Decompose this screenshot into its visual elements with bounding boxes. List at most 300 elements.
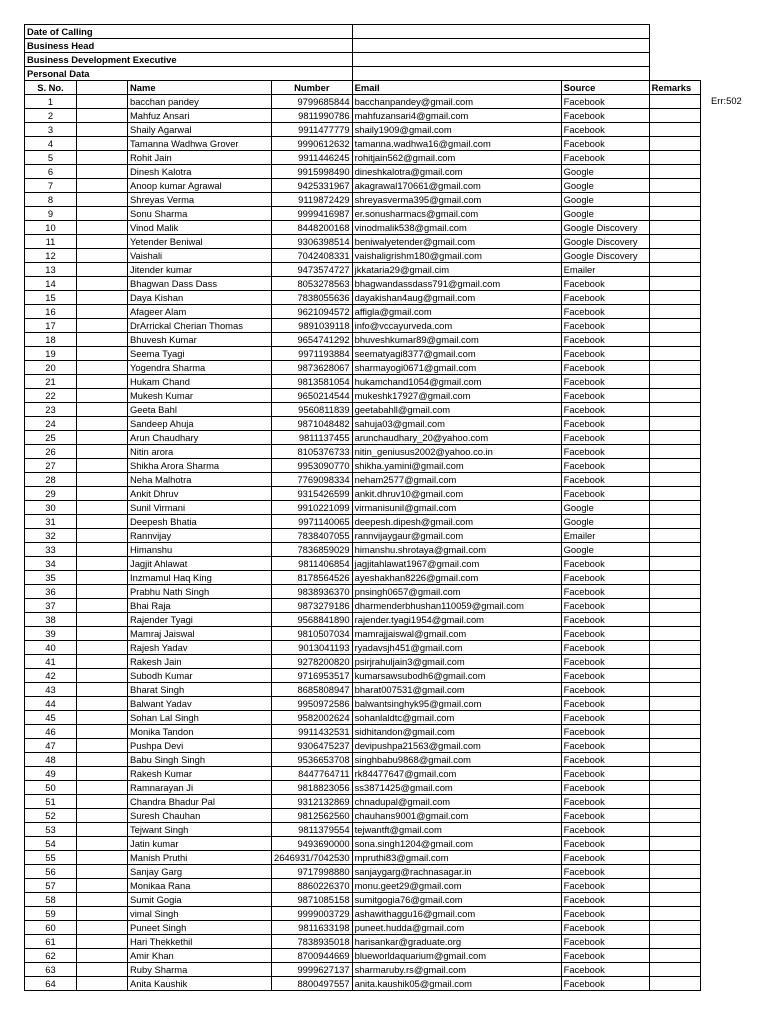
row-number[interactable]: 9911446245 [272,151,353,165]
row-email[interactable]: geetabahll@gmail.com [352,403,561,417]
row-email[interactable]: jkkataria29@gmail.cim [352,263,561,277]
row-source[interactable]: Facebook [561,655,649,669]
row-name[interactable]: Bharat Singh [128,683,272,697]
row-email[interactable]: vaishaligrishm180@gmail.com [352,249,561,263]
row-blank[interactable] [77,389,128,403]
row-sno[interactable]: 37 [25,599,77,613]
row-blank[interactable] [77,977,128,991]
row-number[interactable]: 8800497557 [272,977,353,991]
row-remarks[interactable] [649,403,700,417]
row-blank[interactable] [77,655,128,669]
row-remarks[interactable] [649,151,700,165]
row-number[interactable]: 9811137455 [272,431,353,445]
row-sno[interactable]: 57 [25,879,77,893]
row-remarks[interactable] [649,459,700,473]
row-source[interactable]: Facebook [561,375,649,389]
row-sno[interactable]: 33 [25,543,77,557]
row-number[interactable]: 9915998490 [272,165,353,179]
row-sno[interactable]: 62 [25,949,77,963]
row-blank[interactable] [77,375,128,389]
row-name[interactable]: Himanshu [128,543,272,557]
row-blank[interactable] [77,697,128,711]
row-source[interactable]: Facebook [561,109,649,123]
row-email[interactable]: bacchanpandey@gmail.com [352,95,561,109]
row-source[interactable]: Google [561,501,649,515]
row-blank[interactable] [77,235,128,249]
row-name[interactable]: Rakesh Jain [128,655,272,669]
row-number[interactable]: 9536653708 [272,753,353,767]
row-sno[interactable]: 52 [25,809,77,823]
row-remarks[interactable] [649,347,700,361]
row-email[interactable]: ss3871425@gmail.com [352,781,561,795]
row-source[interactable]: Facebook [561,739,649,753]
row-name[interactable]: Inzmamul Haq King [128,571,272,585]
row-email[interactable]: virmanisunil@gmail.com [352,501,561,515]
row-sno[interactable]: 10 [25,221,77,235]
row-source[interactable]: Facebook [561,361,649,375]
row-name[interactable]: Anita Kaushik [128,977,272,991]
row-source[interactable]: Facebook [561,893,649,907]
row-number[interactable]: 9818823056 [272,781,353,795]
row-remarks[interactable] [649,389,700,403]
row-name[interactable]: Sanjay Garg [128,865,272,879]
row-sno[interactable]: 13 [25,263,77,277]
row-sno[interactable]: 2 [25,109,77,123]
row-name[interactable]: Rakesh Kumar [128,767,272,781]
row-number[interactable]: 9799685844 [272,95,353,109]
row-source[interactable]: Google [561,207,649,221]
row-sno[interactable]: 42 [25,669,77,683]
row-source[interactable]: Facebook [561,151,649,165]
row-number[interactable]: 8448200168 [272,221,353,235]
row-blank[interactable] [77,179,128,193]
row-blank[interactable] [77,263,128,277]
row-email[interactable]: shikha.yamini@gmail.com [352,459,561,473]
row-sno[interactable]: 32 [25,529,77,543]
row-email[interactable]: deepesh.dipesh@gmail.com [352,515,561,529]
row-blank[interactable] [77,557,128,571]
row-number[interactable]: 9621094572 [272,305,353,319]
row-remarks[interactable] [649,977,700,991]
row-source[interactable]: Facebook [561,753,649,767]
row-name[interactable]: Ruby Sharma [128,963,272,977]
row-blank[interactable] [77,613,128,627]
row-number[interactable]: 8685808947 [272,683,353,697]
row-email[interactable]: balwantsinghyk95@gmail.com [352,697,561,711]
row-number[interactable]: 9999416987 [272,207,353,221]
row-name[interactable]: Shreyas Verma [128,193,272,207]
personal-data-value[interactable] [352,67,649,81]
row-sno[interactable]: 11 [25,235,77,249]
row-source[interactable]: Facebook [561,277,649,291]
row-sno[interactable]: 61 [25,935,77,949]
row-name[interactable]: Shikha Arora Sharma [128,459,272,473]
row-blank[interactable] [77,221,128,235]
row-source[interactable]: Emailer [561,529,649,543]
row-email[interactable]: psirjrahuljain3@gmail.com [352,655,561,669]
row-email[interactable]: ankit.dhruv10@gmail.com [352,487,561,501]
row-remarks[interactable] [649,305,700,319]
row-name[interactable]: Rohit Jain [128,151,272,165]
row-remarks[interactable] [649,753,700,767]
row-email[interactable]: seematyagi8377@gmail.com [352,347,561,361]
row-number[interactable]: 9971140065 [272,515,353,529]
row-email[interactable]: hukamchand1054@gmail.com [352,375,561,389]
row-email[interactable]: sohanlaldtc@gmail.com [352,711,561,725]
row-remarks[interactable] [649,949,700,963]
row-number[interactable]: 7042408331 [272,249,353,263]
row-email[interactable]: dayakishan4aug@gmail.com [352,291,561,305]
row-source[interactable]: Facebook [561,319,649,333]
row-source[interactable]: Facebook [561,123,649,137]
row-name[interactable]: Nitin arora [128,445,272,459]
row-name[interactable]: Arun Chaudhary [128,431,272,445]
row-remarks[interactable] [649,697,700,711]
row-name[interactable]: Monika Tandon [128,725,272,739]
row-sno[interactable]: 15 [25,291,77,305]
row-blank[interactable] [77,249,128,263]
row-number[interactable]: 9717998880 [272,865,353,879]
row-remarks[interactable] [649,431,700,445]
row-name[interactable]: Seema Tyagi [128,347,272,361]
row-blank[interactable] [77,641,128,655]
row-number[interactable]: 9560811839 [272,403,353,417]
row-sno[interactable]: 31 [25,515,77,529]
row-number[interactable]: 7838935018 [272,935,353,949]
row-number[interactable]: 9650214544 [272,389,353,403]
row-blank[interactable] [77,949,128,963]
row-number[interactable]: 9873628067 [272,361,353,375]
row-name[interactable]: Subodh Kumar [128,669,272,683]
row-sno[interactable]: 22 [25,389,77,403]
row-email[interactable]: neham2577@gmail.com [352,473,561,487]
row-sno[interactable]: 60 [25,921,77,935]
row-blank[interactable] [77,137,128,151]
row-sno[interactable]: 3 [25,123,77,137]
row-sno[interactable]: 30 [25,501,77,515]
row-name[interactable]: Hukam Chand [128,375,272,389]
row-source[interactable]: Facebook [561,837,649,851]
row-sno[interactable]: 26 [25,445,77,459]
row-email[interactable]: dharmenderbhushan110059@gmail.com [352,599,561,613]
row-email[interactable]: akagrawal170661@gmail.com [352,179,561,193]
row-remarks[interactable] [649,823,700,837]
row-source[interactable]: Facebook [561,445,649,459]
row-number[interactable]: 9473574727 [272,263,353,277]
row-email[interactable]: rohitjain562@gmail.com [352,151,561,165]
row-blank[interactable] [77,893,128,907]
row-number[interactable]: 9811379554 [272,823,353,837]
row-blank[interactable] [77,865,128,879]
row-number[interactable]: 9568841890 [272,613,353,627]
row-remarks[interactable] [649,571,700,585]
row-source[interactable]: Google [561,179,649,193]
row-sno[interactable]: 50 [25,781,77,795]
row-remarks[interactable] [649,95,700,109]
row-name[interactable]: Afageer Alam [128,305,272,319]
row-email[interactable]: tamanna.wadhwa16@gmail.com [352,137,561,151]
row-sno[interactable]: 63 [25,963,77,977]
row-number[interactable]: 9811990786 [272,109,353,123]
row-sno[interactable]: 4 [25,137,77,151]
row-name[interactable]: Bhuvesh Kumar [128,333,272,347]
row-blank[interactable] [77,627,128,641]
row-email[interactable]: sharmayogi0671@gmail.com [352,361,561,375]
row-blank[interactable] [77,319,128,333]
row-blank[interactable] [77,459,128,473]
row-email[interactable]: affigla@gmail.com [352,305,561,319]
row-remarks[interactable] [649,109,700,123]
row-email[interactable]: sona.singh1204@gmail.com [352,837,561,851]
row-number[interactable]: 9312132869 [272,795,353,809]
row-source[interactable]: Google [561,543,649,557]
row-number[interactable]: 9813581054 [272,375,353,389]
row-blank[interactable] [77,963,128,977]
row-blank[interactable] [77,739,128,753]
row-sno[interactable]: 38 [25,613,77,627]
row-number[interactable]: 8860226370 [272,879,353,893]
row-source[interactable]: Facebook [561,571,649,585]
row-name[interactable]: Ramnarayan Ji [128,781,272,795]
row-email[interactable]: himanshu.shrotaya@gmail.com [352,543,561,557]
business-head-value[interactable] [352,39,649,53]
row-source[interactable]: Facebook [561,487,649,501]
row-number[interactable]: 9493690000 [272,837,353,851]
row-sno[interactable]: 29 [25,487,77,501]
row-source[interactable]: Facebook [561,347,649,361]
row-blank[interactable] [77,711,128,725]
row-blank[interactable] [77,347,128,361]
row-email[interactable]: jagjitahlawat1967@gmail.com [352,557,561,571]
row-number[interactable]: 9654741292 [272,333,353,347]
row-source[interactable]: Facebook [561,305,649,319]
row-remarks[interactable] [649,711,700,725]
row-sno[interactable]: 20 [25,361,77,375]
row-number[interactable]: 9812562560 [272,809,353,823]
row-email[interactable]: beniwalyetender@gmail.com [352,235,561,249]
row-email[interactable]: sumitgogia76@gmail.com [352,893,561,907]
row-email[interactable]: anita.kaushik05@gmail.com [352,977,561,991]
row-name[interactable]: Neha Malhotra [128,473,272,487]
row-remarks[interactable] [649,277,700,291]
row-email[interactable]: sahuja03@gmail.com [352,417,561,431]
row-sno[interactable]: 19 [25,347,77,361]
row-source[interactable]: Facebook [561,711,649,725]
row-source[interactable]: Facebook [561,613,649,627]
row-name[interactable]: Amir Khan [128,949,272,963]
row-name[interactable]: Sumit Gogia [128,893,272,907]
row-name[interactable]: Yetender Beniwal [128,235,272,249]
row-email[interactable]: monu.geet29@gmail.com [352,879,561,893]
row-name[interactable]: Monikaa Rana [128,879,272,893]
row-blank[interactable] [77,403,128,417]
row-blank[interactable] [77,767,128,781]
row-number[interactable]: 8447764711 [272,767,353,781]
row-remarks[interactable] [649,809,700,823]
row-source[interactable]: Facebook [561,725,649,739]
row-number[interactable]: 9013041193 [272,641,353,655]
row-email[interactable]: vinodmalik538@gmail.com [352,221,561,235]
row-source[interactable]: Facebook [561,389,649,403]
row-number[interactable]: 9582002624 [272,711,353,725]
row-email[interactable]: bhagwandassdass791@gmail.com [352,277,561,291]
row-email[interactable]: rajender.tyagi1954@gmail.com [352,613,561,627]
row-remarks[interactable] [649,501,700,515]
row-remarks[interactable] [649,907,700,921]
row-source[interactable]: Facebook [561,935,649,949]
row-source[interactable]: Facebook [561,641,649,655]
row-blank[interactable] [77,501,128,515]
row-number[interactable]: 9953090770 [272,459,353,473]
row-email[interactable]: rk84477647@gmail.com [352,767,561,781]
row-source[interactable]: Facebook [561,879,649,893]
row-name[interactable]: Manish Pruthi [128,851,272,865]
row-remarks[interactable] [649,221,700,235]
row-email[interactable]: bharat007531@gmail.com [352,683,561,697]
row-blank[interactable] [77,935,128,949]
row-blank[interactable] [77,809,128,823]
row-number[interactable]: 9119872429 [272,193,353,207]
row-blank[interactable] [77,193,128,207]
row-remarks[interactable] [649,417,700,431]
row-name[interactable]: Rannvijay [128,529,272,543]
row-sno[interactable]: 7 [25,179,77,193]
row-source[interactable]: Facebook [561,291,649,305]
row-remarks[interactable] [649,361,700,375]
row-name[interactable]: DrArrickal Cherian Thomas [128,319,272,333]
row-source[interactable]: Facebook [561,823,649,837]
row-name[interactable]: Deepesh Bhatia [128,515,272,529]
row-sno[interactable]: 23 [25,403,77,417]
row-blank[interactable] [77,487,128,501]
row-email[interactable]: harisankar@graduate.org [352,935,561,949]
row-remarks[interactable] [649,473,700,487]
row-blank[interactable] [77,95,128,109]
row-remarks[interactable] [649,291,700,305]
row-blank[interactable] [77,515,128,529]
row-blank[interactable] [77,753,128,767]
row-number[interactable]: 9425331967 [272,179,353,193]
row-name[interactable]: bacchan pandey [128,95,272,109]
row-sno[interactable]: 41 [25,655,77,669]
row-source[interactable]: Google Discovery [561,235,649,249]
row-remarks[interactable] [649,739,700,753]
row-email[interactable]: sanjaygarg@rachnasagar.in [352,865,561,879]
row-email[interactable]: blueworldaquarium@gmail.com [352,949,561,963]
row-name[interactable]: Prabhu Nath Singh [128,585,272,599]
row-name[interactable]: Rajesh Yadav [128,641,272,655]
row-remarks[interactable] [649,263,700,277]
row-blank[interactable] [77,529,128,543]
row-blank[interactable] [77,599,128,613]
row-name[interactable]: Babu Singh Singh [128,753,272,767]
row-number[interactable]: 9891039118 [272,319,353,333]
row-name[interactable]: Jitender kumar [128,263,272,277]
row-remarks[interactable] [649,123,700,137]
row-blank[interactable] [77,417,128,431]
row-remarks[interactable] [649,515,700,529]
row-source[interactable]: Facebook [561,473,649,487]
row-blank[interactable] [77,837,128,851]
row-sno[interactable]: 59 [25,907,77,921]
row-remarks[interactable] [649,375,700,389]
row-sno[interactable]: 27 [25,459,77,473]
row-source[interactable]: Facebook [561,949,649,963]
row-number[interactable]: 9999627137 [272,963,353,977]
row-blank[interactable] [77,669,128,683]
row-blank[interactable] [77,109,128,123]
row-remarks[interactable] [649,179,700,193]
row-name[interactable]: Jatin kumar [128,837,272,851]
row-source[interactable]: Facebook [561,851,649,865]
row-blank[interactable] [77,207,128,221]
row-email[interactable]: nitin_geniusus2002@yahoo.co.in [352,445,561,459]
row-source[interactable]: Facebook [561,795,649,809]
row-source[interactable]: Facebook [561,809,649,823]
row-email[interactable]: devipushpa21563@gmail.com [352,739,561,753]
row-name[interactable]: Dinesh Kalotra [128,165,272,179]
row-email[interactable]: sidhitandon@gmail.com [352,725,561,739]
row-source[interactable]: Google [561,165,649,179]
row-email[interactable]: mukeshk17927@gmail.com [352,389,561,403]
row-sno[interactable]: 45 [25,711,77,725]
row-name[interactable]: Sandeep Ahuja [128,417,272,431]
row-email[interactable]: info@vccayurveda.com [352,319,561,333]
row-number[interactable]: 8105376733 [272,445,353,459]
row-source[interactable]: Facebook [561,585,649,599]
row-blank[interactable] [77,445,128,459]
row-email[interactable]: mamrajjaiswal@gmail.com [352,627,561,641]
row-sno[interactable]: 43 [25,683,77,697]
row-sno[interactable]: 54 [25,837,77,851]
row-number[interactable]: 9810507034 [272,627,353,641]
row-remarks[interactable] [649,655,700,669]
row-remarks[interactable] [649,487,700,501]
row-number[interactable]: 9871048482 [272,417,353,431]
row-remarks[interactable] [649,921,700,935]
row-number[interactable]: 9811406854 [272,557,353,571]
row-name[interactable]: Mukesh Kumar [128,389,272,403]
row-number[interactable]: 9716953517 [272,669,353,683]
row-remarks[interactable] [649,879,700,893]
row-remarks[interactable] [649,669,700,683]
row-remarks[interactable] [649,207,700,221]
row-source[interactable]: Facebook [561,781,649,795]
row-blank[interactable] [77,907,128,921]
row-source[interactable]: Facebook [561,669,649,683]
row-sno[interactable]: 25 [25,431,77,445]
row-sno[interactable]: 39 [25,627,77,641]
row-blank[interactable] [77,165,128,179]
row-source[interactable]: Facebook [561,417,649,431]
row-name[interactable]: Bhai Raja [128,599,272,613]
row-source[interactable]: Facebook [561,865,649,879]
row-number[interactable]: 9315426599 [272,487,353,501]
row-source[interactable]: Facebook [561,95,649,109]
row-name[interactable]: Pushpa Devi [128,739,272,753]
row-name[interactable]: Sohan Lal Singh [128,711,272,725]
row-remarks[interactable] [649,725,700,739]
row-remarks[interactable] [649,627,700,641]
row-email[interactable]: er.sonusharmacs@gmail.com [352,207,561,221]
row-source[interactable]: Facebook [561,459,649,473]
row-source[interactable]: Facebook [561,977,649,991]
row-number[interactable]: 8178564526 [272,571,353,585]
row-number[interactable]: 9811633198 [272,921,353,935]
row-blank[interactable] [77,851,128,865]
date-of-calling-value[interactable] [352,25,649,39]
row-remarks[interactable] [649,767,700,781]
